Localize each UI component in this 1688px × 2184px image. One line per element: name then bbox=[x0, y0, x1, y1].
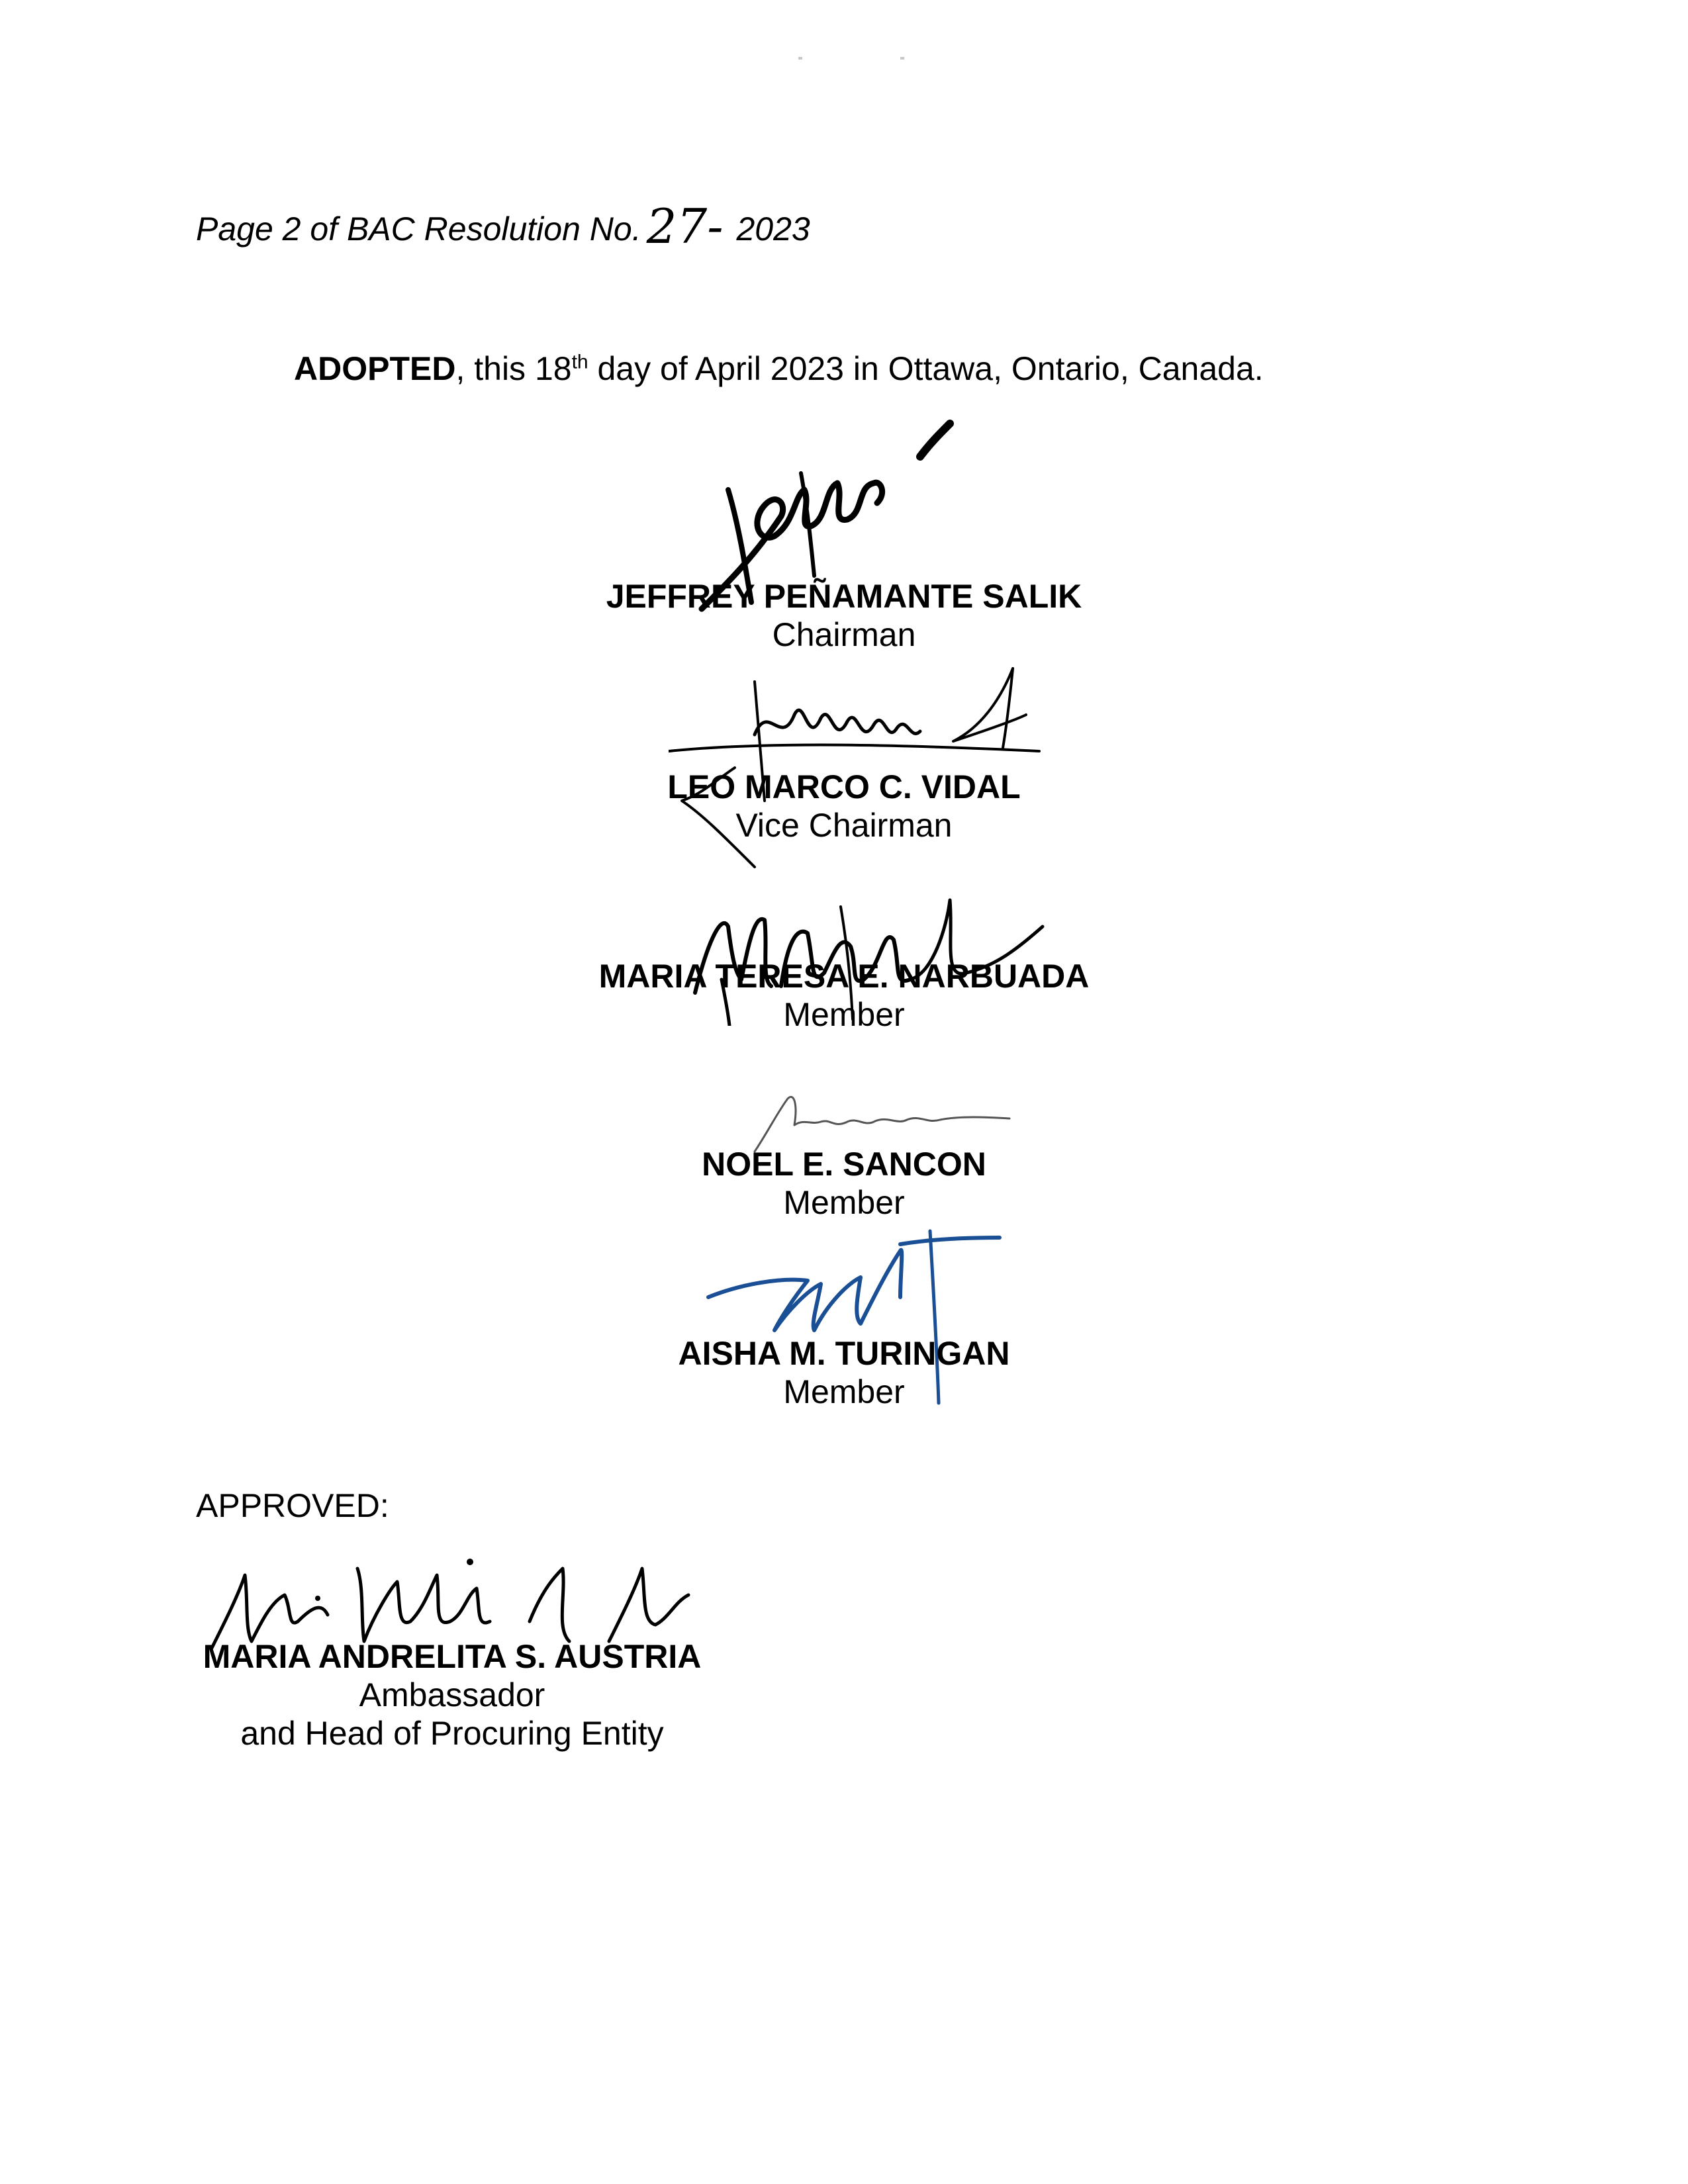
approving-official-title: Ambassador bbox=[359, 1676, 545, 1713]
handwritten-resolution-number: 27- bbox=[646, 199, 724, 254]
signatory-title: Member bbox=[783, 1373, 905, 1410]
adopted-text-end: day of April 2023 in Ottawa, Ontario, Canada. bbox=[588, 350, 1264, 387]
signatory-name: MARIA TERESA E. NARBUADA bbox=[598, 958, 1090, 995]
scan-mark bbox=[798, 57, 802, 60]
adopted-ordinal: th bbox=[571, 351, 588, 373]
approving-official-title-line2: and Head of Procuring Entity bbox=[240, 1715, 664, 1752]
signatory-title: Chairman bbox=[772, 616, 916, 653]
signatory-name: NOEL E. SANCON bbox=[702, 1146, 986, 1183]
approving-official bbox=[196, 1637, 708, 1752]
page-header bbox=[196, 196, 810, 254]
signatory-member-sancon bbox=[0, 1145, 1688, 1222]
approving-official-name: MARIA ANDRELITA S. AUSTRIA bbox=[203, 1638, 702, 1675]
header-year: 2023 bbox=[736, 210, 810, 248]
signatory-title: Member bbox=[783, 996, 905, 1033]
signatory-name: JEFFREY PEÑAMANTE SALIK bbox=[606, 578, 1082, 615]
adopted-text-start: , this 18 bbox=[455, 350, 572, 387]
signatory-member-turingan bbox=[0, 1334, 1688, 1411]
scan-mark bbox=[900, 57, 904, 60]
signatory-name: AISHA M. TURINGAN bbox=[678, 1335, 1010, 1372]
signatory-chairman bbox=[0, 577, 1688, 654]
header-prefix: Page 2 of BAC Resolution No. bbox=[196, 210, 641, 248]
signatory-title: Vice Chairman bbox=[735, 807, 953, 844]
signatory-name: LEO MARCO C. VIDAL bbox=[667, 768, 1021, 805]
signatory-vice-chairman bbox=[0, 768, 1688, 844]
adopted-keyword: ADOPTED bbox=[294, 350, 456, 387]
signatory-title: Member bbox=[783, 1184, 905, 1221]
signatory-member-narbuada bbox=[0, 957, 1688, 1034]
adopted-statement bbox=[294, 349, 1264, 388]
approved-label: APPROVED: bbox=[196, 1487, 389, 1524]
